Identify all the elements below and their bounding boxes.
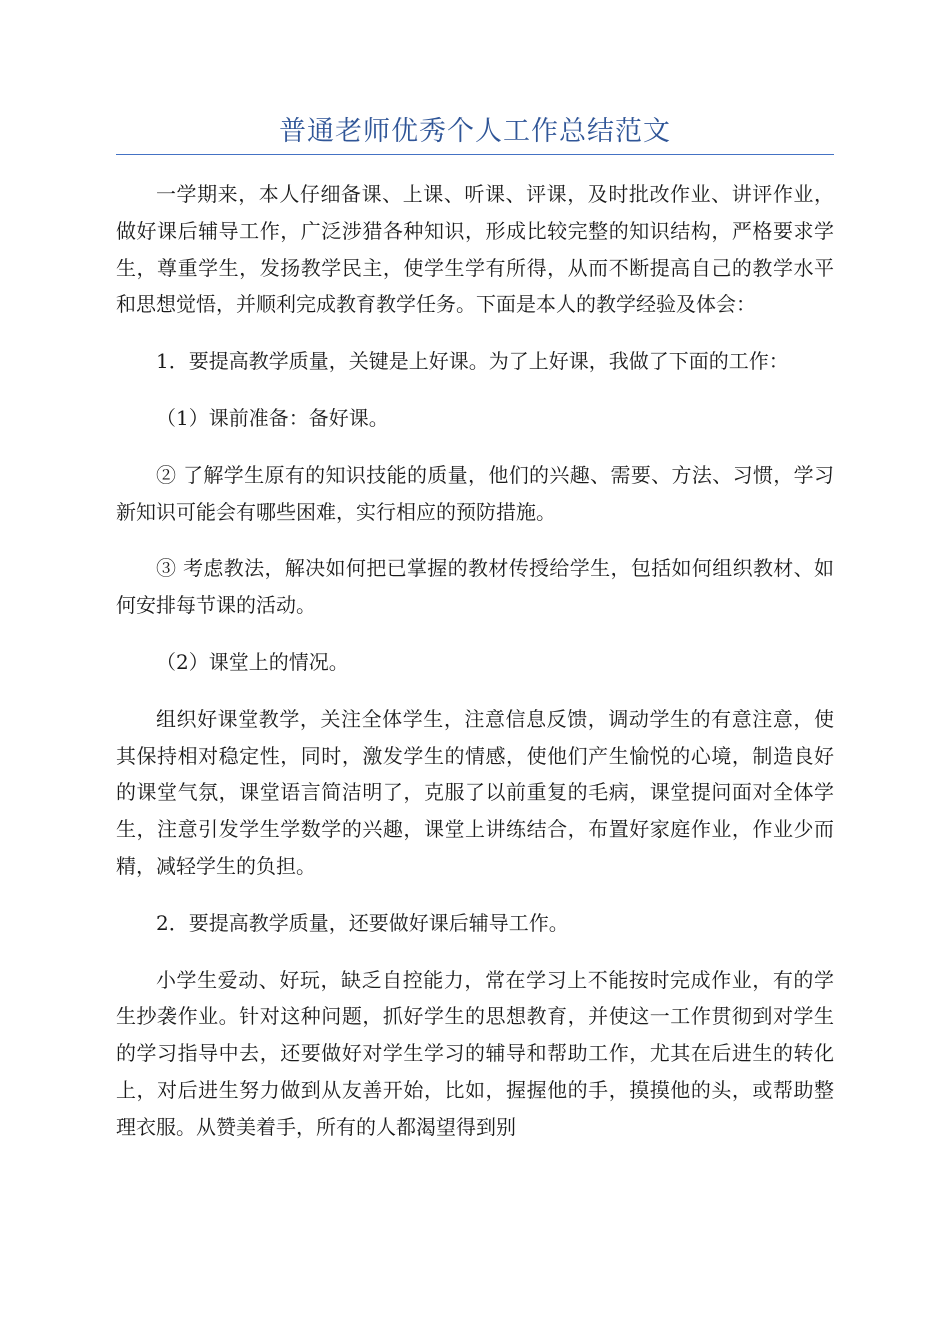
title-underline — [116, 154, 834, 155]
paragraph-subpoint-1: （1）课前准备：备好课。 — [156, 405, 389, 430]
paragraph-tutoring: 小学生爱动、好玩，缺乏自控能力，常在学习上不能按时完成作业，有的学生抄袭作业。针对这种问题，抓好学生的思想教育，并使这一工作贯彻到对学生的学习指导中去，还要做好对学生学习的辅导和帮助工作，尤其在后进生的转化上，对后进生努力做到从友善开始，比如，握握他的手，摸摸他的头，或帮助整理衣服。从赞美着手，所有的人都渴望得到别 — [116, 967, 834, 1139]
paragraph-classroom: 组织好课堂教学，关注全体学生，注意信息反馈，调动学生的有意注意，使其保持相对稳定性，同时，激发学生的情感，使他们产生愉悦的心境，制造良好的课堂气氛，课堂语言简洁明了，克服了以前重复的毛病，课堂提问面对全体学生，注意引发学生学数学的兴趣，课堂上讲练结合，布置好家庭作业，作业少而精，减轻学生的负担。 — [116, 706, 834, 878]
paragraph-subpoint-2: （2）课堂上的情况。 — [156, 649, 349, 674]
paragraph-intro: 一学期来，本人仔细备课、上课、听课、评课，及时批改作业、讲评作业，做好课后辅导工作，广泛涉猎各种知识，形成比较完整的知识结构，严格要求学生，尊重学生，发扬教学民主，使学生学有所得，从而不断提高自己的教学水平和思想觉悟，并顺利完成教育教学任务。下面是本人的教学经验及体会： — [116, 182, 834, 317]
paragraph-item-3: ③ 考虑教法，解决如何把已掌握的教材传授给学生，包括如何组织教材、如何安排每节课的活动。 — [116, 556, 834, 618]
paragraph-point-1: 1．要提高教学质量，关键是上好课。为了上好课，我做了下面的工作： — [156, 349, 789, 374]
document-body — [116, 176, 834, 1166]
paragraph-item-2: ② 了解学生原有的知识技能的质量，他们的兴趣、需要、方法、习惯，学习新知识可能会有哪些困难，实行相应的预防措施。 — [116, 462, 834, 524]
document-title: 普通老师优秀个人工作总结范文 — [279, 116, 671, 147]
paragraph-point-2: 2．要提高教学质量，还要做好课后辅导工作。 — [156, 910, 569, 935]
